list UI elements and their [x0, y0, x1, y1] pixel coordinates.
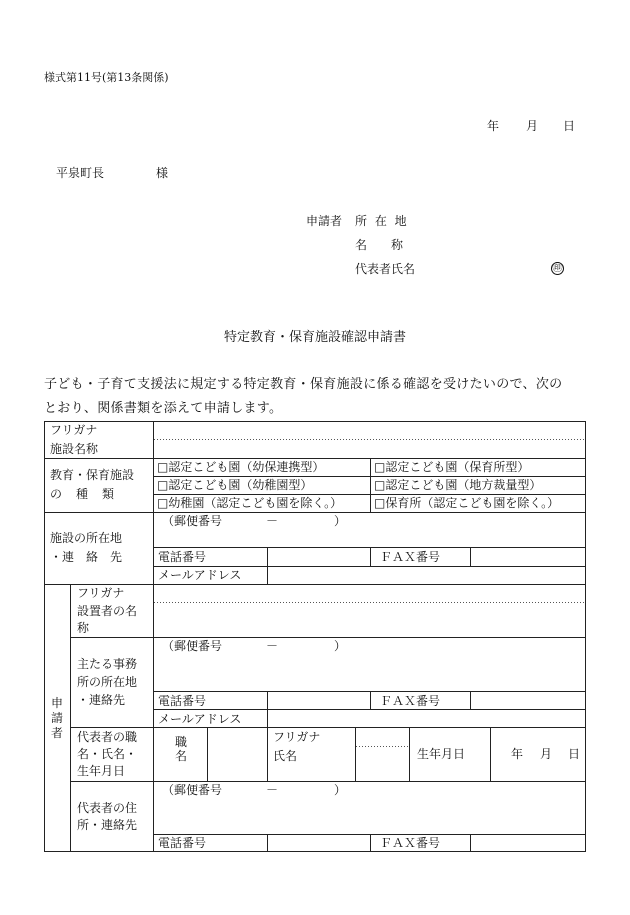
facility-phone-label: 電話番号 — [158, 550, 207, 564]
type-checkbox-hoikusho-gata[interactable]: □認定こども園（保育所型） — [374, 460, 530, 474]
rep-info-label-line2: 名・氏名・ — [77, 747, 138, 761]
founder-furigana-label: フリガナ — [77, 586, 125, 600]
office-phone-label: 電話番号 — [158, 694, 207, 708]
date-year-label: 年 — [487, 119, 500, 133]
rep-birth-day: 日 — [568, 747, 581, 761]
rep-name-label: 氏名 — [273, 749, 298, 763]
date-month-label: 月 — [526, 119, 539, 133]
rep-phone-label: 電話番号 — [158, 836, 207, 850]
rep-info-label-line1: 代表者の職 — [77, 730, 138, 744]
founder-name-label-line1: 設置者の名 — [77, 604, 138, 618]
office-postal-close: ） — [334, 639, 347, 653]
applicant-label: 申請者 — [306, 214, 343, 228]
facility-name-label: 施設名称 — [50, 442, 99, 456]
rep-postal-dash: － — [266, 783, 279, 797]
type-checkbox-hoikusho[interactable]: □保育所（認定こども園を除く。） — [374, 496, 560, 510]
type-checkbox-yoho[interactable]: □認定こども園（幼保連携型） — [157, 460, 325, 474]
type-checkbox-chiho-sairyo[interactable]: □認定こども園（地方裁量型） — [374, 478, 542, 492]
facility-type-label-line1: 教育・保育施設 — [50, 468, 135, 482]
addressee-name: 平泉町長 — [56, 166, 105, 180]
date-day-label: 日 — [563, 119, 576, 133]
rep-title-label-line2: 名 — [175, 749, 188, 763]
type-checkbox-yochien-gata[interactable]: □認定こども園（幼稚園型） — [157, 478, 313, 492]
facility-postal-label: （郵便番号 — [162, 514, 223, 528]
facility-email-label: メールアドレス — [158, 568, 242, 582]
main-office-label-line1: 主たる事務 — [77, 657, 138, 671]
applicant-rep-label: 代表者氏名 — [355, 262, 416, 276]
rep-address-label-line1: 代表者の住 — [77, 801, 138, 815]
document-title: 特定教育・保育施設確認申請書 — [223, 330, 406, 345]
body-text-line1: 子ども・子育て支援法に規定する特定教育・保育施設に係る確認を受けたいので、次の — [44, 377, 563, 392]
form-number: 様式第11号(第13条関係) — [44, 71, 169, 84]
rep-birth-month: 月 — [540, 747, 553, 761]
rep-postal-label: （郵便番号 — [162, 783, 223, 797]
rep-birth-label: 生年月日 — [417, 747, 466, 761]
rep-postal-close: ） — [334, 783, 347, 797]
facility-fax-label: ＦＡＸ番号 — [380, 550, 441, 564]
furigana-label: フリガナ — [50, 423, 98, 437]
office-fax-label: ＦＡＸ番号 — [380, 694, 441, 708]
facility-type-label-line2: の 種 類 — [50, 487, 116, 501]
rep-furigana-label: フリガナ — [273, 730, 321, 744]
applicant-address-label: 所 在 地 — [355, 214, 409, 228]
type-checkbox-yochien[interactable]: □幼稚園（認定こども園を除く。） — [157, 496, 343, 510]
office-postal-label: （郵便番号 — [162, 639, 223, 653]
office-email-label: メールアドレス — [158, 712, 242, 726]
facility-location-label-line2: ・連 絡 先 — [50, 550, 123, 564]
main-office-label-line3: ・連絡先 — [77, 693, 126, 707]
applicant-name-label: 名 称 — [355, 238, 404, 252]
rep-title-label-line1: 職 — [175, 735, 188, 749]
body-text-line2: とおり、関係書類を添えて申請します。 — [44, 401, 283, 416]
application-table — [44, 421, 586, 852]
rep-fax-label: ＦＡＸ番号 — [380, 836, 441, 850]
office-postal-dash: － — [266, 639, 279, 653]
rep-info-label-line3: 生年月日 — [77, 764, 126, 778]
founder-name-label-line2: 称 — [77, 621, 90, 635]
applicant-side-label: 申請者 — [50, 696, 63, 740]
addressee-suffix: 様 — [156, 166, 169, 180]
facility-location-label-line1: 施設の所在地 — [50, 531, 123, 545]
seal-icon: ㊞ — [552, 263, 563, 274]
main-office-label-line2: 所の所在地 — [77, 675, 138, 689]
rep-birth-year: 年 — [511, 747, 524, 761]
rep-address-label-line2: 所・連絡先 — [77, 818, 138, 832]
facility-postal-dash: － — [266, 514, 279, 528]
facility-postal-close: ） — [334, 514, 347, 528]
